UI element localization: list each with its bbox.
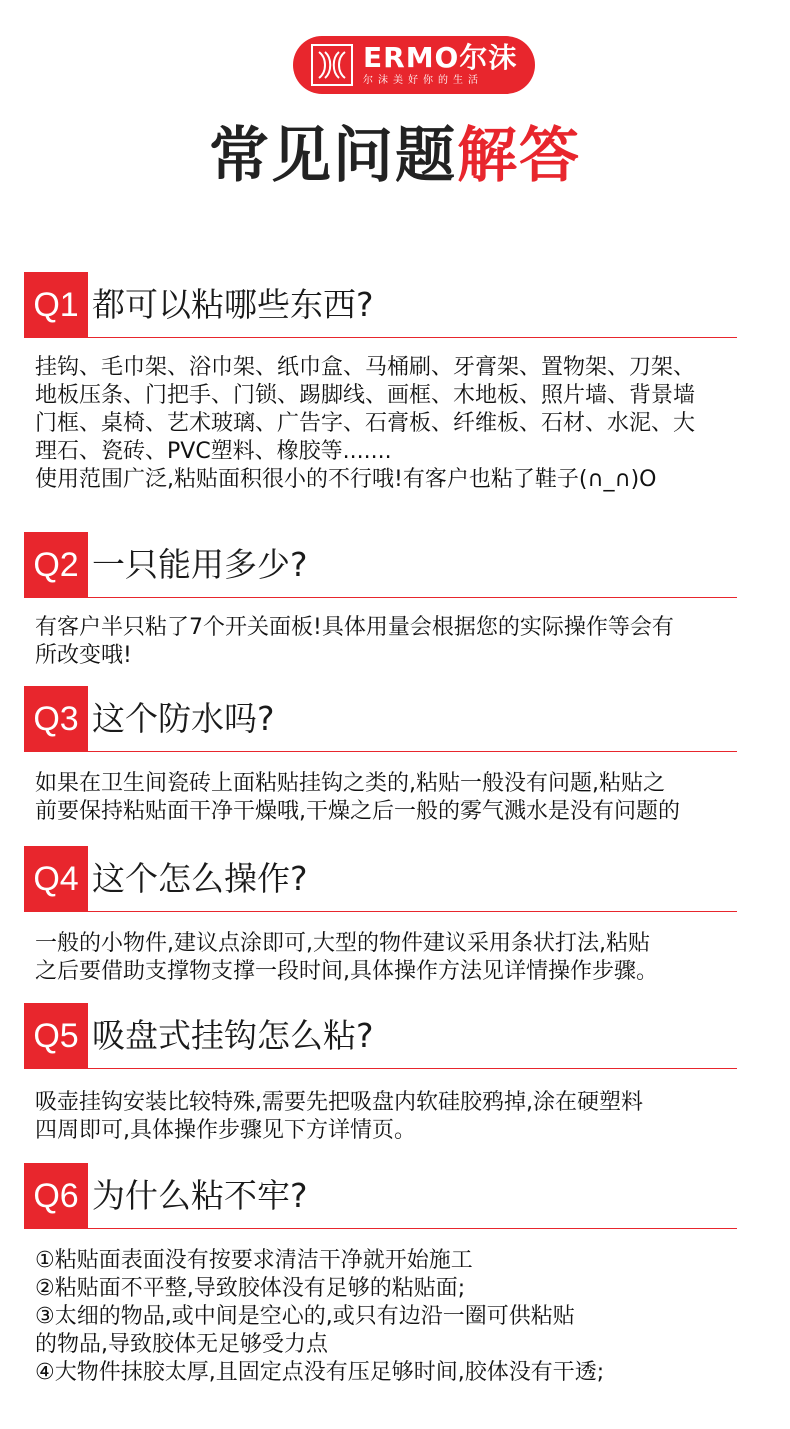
question-text: 一只能用多少? <box>92 545 308 584</box>
question-header <box>0 532 790 598</box>
question-header <box>0 1163 790 1229</box>
logo-brand: ERMO尔沫 <box>363 41 518 74</box>
answer-text <box>0 1247 790 1387</box>
qa-section-q6 <box>0 1163 790 1387</box>
question-divider <box>88 337 737 338</box>
question-header <box>0 846 790 912</box>
page-title <box>0 118 790 194</box>
answer-line: 地板压条、门把手、门锁、踢脚线、画框、木地板、照片墙、背景墙 <box>35 383 696 408</box>
logo-slogan: 尔沫美好你的生活 <box>363 75 483 86</box>
answer-line: ①粘贴面表面没有按要求清洁干净就开始施工 <box>35 1248 473 1273</box>
answer-line: 门框、桌椅、艺术玻璃、广告字、石膏板、纤维板、石材、水泥、大 <box>35 411 696 436</box>
question-badge: Q4 <box>24 846 88 912</box>
logo-text <box>363 41 518 86</box>
question-text: 为什么粘不牢? <box>92 1176 308 1215</box>
brand-logo <box>293 36 535 94</box>
question-header <box>0 1003 790 1069</box>
answer-line: 前要保持粘贴面干净干燥哦,干燥之后一般的雾气溅水是没有问题的 <box>35 799 680 824</box>
answer-text <box>0 1089 790 1145</box>
qa-section-q4 <box>0 846 790 986</box>
answer-line: 一般的小物件,建议点涂即可,大型的物件建议采用条状打法,粘贴 <box>35 931 650 956</box>
answer-text <box>0 354 790 494</box>
answer-line: 的物品,导致胶体无足够受力点 <box>35 1332 328 1357</box>
answer-line: 所改变哦! <box>35 643 132 668</box>
question-badge: Q5 <box>24 1003 88 1069</box>
question-text: 这个怎么操作? <box>92 859 308 898</box>
question-divider <box>88 597 737 598</box>
question-header <box>0 272 790 338</box>
answer-line: 使用范围广泛,粘贴面积很小的不行哦!有客户也粘了鞋子(∩_∩)O <box>35 467 657 492</box>
question-divider <box>88 751 737 752</box>
question-divider <box>88 1228 737 1229</box>
answer-line: 之后要借助支撑物支撑一段时间,具体操作方法见详情操作步骤。 <box>35 959 658 984</box>
question-badge: Q3 <box>24 686 88 752</box>
answer-line: 吸壶挂钩安装比较特殊,需要先把吸盘内软硅胶鸦掉,涂在硬塑料 <box>35 1090 643 1115</box>
question-badge: Q1 <box>24 272 88 338</box>
qa-section-q5 <box>0 1003 790 1145</box>
answer-text <box>0 930 790 986</box>
answer-line: 挂钩、毛巾架、浴巾架、纸巾盒、马桶刷、牙膏架、置物架、刀架、 <box>35 355 696 380</box>
question-badge: Q6 <box>24 1163 88 1229</box>
question-badge: Q2 <box>24 532 88 598</box>
page-title-dark: 常见问题 <box>209 121 457 191</box>
question-header <box>0 686 790 752</box>
answer-line: 有客户半只粘了7个开关面板!具体用量会根据您的实际操作等会有 <box>35 615 674 640</box>
answer-text <box>0 614 790 670</box>
page-title-red: 解答 <box>457 121 581 191</box>
answer-line: 理石、瓷砖、PVC塑料、橡胶等....... <box>35 439 392 464</box>
question-text: 都可以粘哪些东西? <box>92 285 374 324</box>
answer-line: ②粘贴面不平整,导致胶体没有足够的粘贴面; <box>35 1276 466 1301</box>
question-divider <box>88 1068 737 1069</box>
answer-line: 四周即可,具体操作步骤见下方详情页。 <box>35 1118 416 1143</box>
question-text: 吸盘式挂钩怎么粘? <box>92 1016 374 1055</box>
question-divider <box>88 911 737 912</box>
qa-section-q3 <box>0 686 790 826</box>
answer-text <box>0 770 790 826</box>
question-text: 这个防水吗? <box>92 699 275 738</box>
answer-line: 如果在卫生间瓷砖上面粘贴挂钩之类的,粘贴一般没有问题,粘贴之 <box>35 771 665 796</box>
logo-mark-icon <box>311 44 353 86</box>
answer-line: ③太细的物品,或中间是空心的,或只有边沿一圈可供粘贴 <box>35 1304 575 1329</box>
answer-line: ④大物件抹胶太厚,且固定点没有压足够时间,胶体没有干透; <box>35 1360 605 1385</box>
qa-section-q1 <box>0 272 790 494</box>
qa-section-q2 <box>0 532 790 670</box>
